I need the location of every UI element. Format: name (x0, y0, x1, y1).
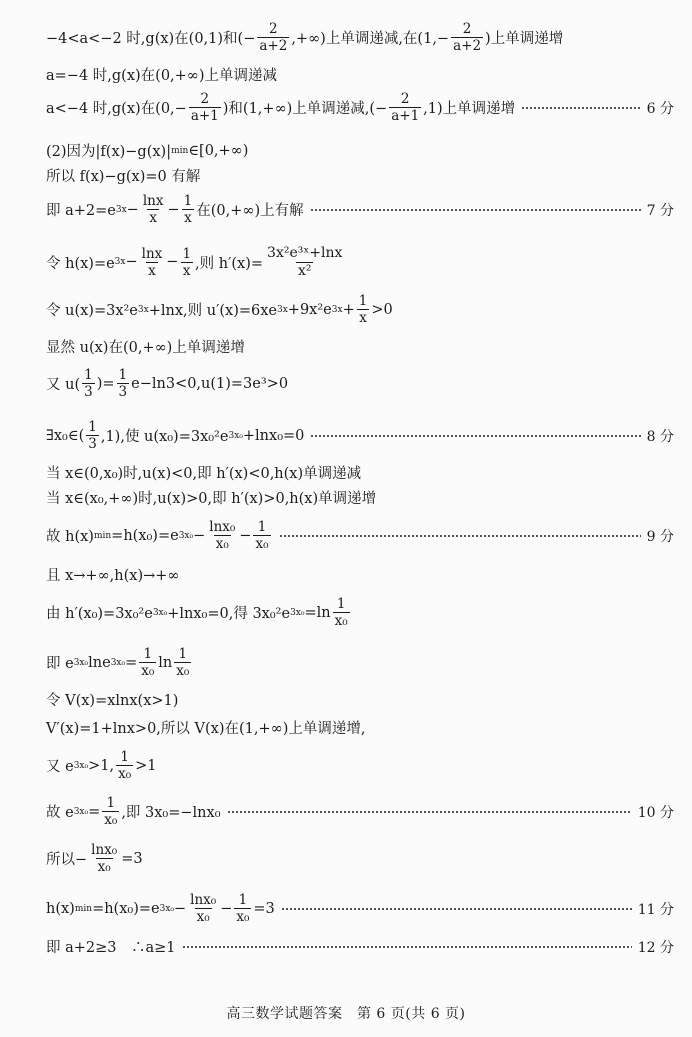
fraction (86, 420, 99, 451)
solution-line-21 (46, 796, 674, 827)
text: 由 h′(x₀)=3x₀²e (46, 606, 153, 623)
fraction (389, 92, 421, 123)
fraction (357, 294, 370, 325)
text: =ln (304, 604, 331, 621)
numerator: 1 (358, 293, 368, 309)
denominator: x₀ (196, 909, 210, 926)
text: =h(x₀)=e (92, 900, 160, 917)
text: + (342, 301, 355, 318)
text: = (125, 654, 138, 671)
fraction (139, 647, 156, 678)
text: h(x) (46, 900, 75, 917)
text: =3 (121, 850, 143, 867)
text: 当 x∈(x₀,+∞)时,u(x)>0,即 h′(x)>0,h(x)单调递增 (46, 491, 377, 507)
text: >0 (371, 301, 393, 318)
denominator: a+1 (391, 108, 420, 125)
score-label: 8 分 (646, 428, 674, 445)
solution-line-4 (46, 140, 674, 161)
solution-line-17 (46, 647, 674, 678)
text: − (167, 201, 180, 218)
denominator: x₀ (215, 536, 229, 553)
denominator: x (182, 262, 191, 279)
fraction (265, 246, 344, 278)
text: 即 a+2≥3 ∴a≥1 (46, 940, 176, 956)
fraction (207, 520, 237, 551)
fraction (82, 368, 95, 399)
numerator: 2 (269, 21, 278, 37)
text: ,1),使 u(x₀)=3x₀²e (100, 429, 229, 446)
solution-line-7 (46, 246, 674, 278)
fraction (257, 22, 289, 53)
text: >1 (135, 757, 157, 774)
fraction (234, 893, 251, 924)
score-label: 9 分 (646, 528, 674, 545)
text: +9x²e (287, 301, 332, 318)
denominator: a+1 (190, 108, 219, 125)
numerator: 2 (200, 91, 210, 107)
text: − (220, 900, 233, 917)
text: =3 (253, 900, 275, 917)
solution-line-9 (46, 336, 674, 357)
superscript: 3x (331, 304, 343, 315)
text: 当 x∈(0,x₀)时,u(x)<0,即 h′(x)<0,h(x)单调递减 (46, 466, 362, 482)
text: 且 x→+∞,h(x)→+∞ (46, 568, 180, 584)
numerator: 1 (120, 749, 129, 765)
numerator: 1 (118, 367, 128, 383)
text: 显然 u(x)在(0,+∞)上单调递增 (46, 340, 245, 356)
text: 故 h(x) (46, 529, 94, 546)
superscript: 3x (137, 304, 149, 315)
solution-line-24 (46, 936, 674, 957)
denominator: x (148, 262, 156, 279)
superscript: 3x₀ (159, 903, 175, 914)
text: ,1)上单调递增 (423, 101, 516, 118)
score-label: 11 分 (637, 901, 674, 918)
superscript: 3x (276, 304, 288, 315)
score-label: 7 分 (646, 202, 674, 219)
text: − (166, 254, 179, 271)
solution-line-12 (46, 462, 674, 483)
superscript: 3x (115, 204, 127, 215)
fraction (141, 194, 166, 225)
leader-dots (182, 946, 632, 948)
solution-line-22 (46, 843, 674, 874)
text: )上单调递增 (485, 31, 564, 48)
denominator: a+2 (259, 38, 288, 55)
denominator: x (359, 310, 367, 327)
text: a<−4 时,g(x)在(0,− (46, 101, 187, 118)
solution-line-13 (46, 487, 674, 508)
numerator: 1 (143, 646, 153, 662)
superscript: 3x₀ (73, 760, 89, 771)
superscript: 3x₀ (110, 657, 126, 668)
text: +lnx,则 u′(x)=6xe (148, 303, 277, 320)
fraction (116, 750, 133, 781)
leader-dots (281, 908, 632, 910)
text: ,+∞)上单调递减,在(1,− (291, 31, 450, 48)
fraction (102, 796, 119, 827)
text: 所以 f(x)−g(x)=0 有解 (46, 169, 201, 185)
leader-dots (521, 107, 640, 109)
denominator: x₀ (141, 663, 155, 680)
text: (2)因为|f(x)−g(x)| (46, 144, 172, 160)
text: a=−4 时,g(x)在(0,+∞)上单调递减 (46, 68, 278, 84)
denominator: x₀ (236, 909, 250, 926)
fraction (89, 843, 119, 874)
fraction (451, 22, 483, 53)
text: −4<a<−2 时,g(x)在(0,1)和(− (46, 31, 256, 48)
fraction (180, 247, 193, 278)
solution-line-14 (46, 520, 674, 551)
text: 令 h(x)=e (46, 255, 115, 272)
superscript: 3x₀ (290, 607, 305, 618)
numerator: lnx₀ (190, 892, 217, 908)
numerator: 3x²e³ˣ+lnx (267, 245, 343, 261)
numerator: 1 (178, 646, 188, 662)
fraction (333, 597, 350, 628)
text: 所以− (46, 852, 88, 869)
numerator: lnx (142, 193, 164, 209)
text: )= (96, 375, 115, 392)
solution-line-10 (46, 368, 674, 399)
text: − (174, 900, 187, 917)
text: 在(0,+∞)上有解 (196, 203, 304, 220)
text: ln (158, 654, 173, 671)
numerator: 1 (336, 596, 346, 612)
denominator: x₀ (334, 613, 348, 630)
denominator: x (149, 210, 157, 227)
leader-dots (310, 209, 641, 211)
numerator: 1 (88, 419, 97, 435)
solution-line-2 (46, 64, 674, 85)
denominator: x₀ (97, 859, 111, 876)
numerator: 2 (400, 91, 410, 107)
denominator: a+2 (453, 38, 482, 55)
text: 即 a+2=e (46, 203, 116, 220)
text: 故 e (46, 805, 74, 822)
text: =h(x₀)=e (111, 527, 179, 544)
denominator: 3 (118, 384, 128, 401)
subscript: min (74, 903, 93, 914)
text: − (239, 527, 252, 544)
text: ,则 h′(x)= (195, 255, 264, 272)
denominator: x₀ (255, 536, 269, 553)
numerator: 1 (106, 795, 116, 811)
solution-line-15 (46, 564, 674, 585)
leader-dots (227, 811, 632, 813)
text: +lnx₀=0,得 3x₀²e (167, 606, 291, 623)
text: V′(x)=1+lnx>0,所以 V(x)在(1,+∞)上单调递增, (46, 721, 366, 737)
denominator: 3 (84, 384, 93, 401)
score-label: 6 分 (646, 100, 674, 117)
text: − (126, 201, 139, 218)
fraction (174, 647, 191, 678)
subscript: min (171, 145, 189, 156)
text: ∃x₀∈( (46, 427, 85, 444)
solution-line-6 (46, 194, 674, 225)
text: >1, (88, 757, 115, 774)
solution-line-18 (46, 689, 674, 710)
superscript: 3x₀ (73, 657, 89, 668)
numerator: 1 (182, 245, 192, 262)
superscript: 3x₀ (73, 806, 89, 817)
text: 又 u( (46, 377, 81, 394)
numerator: lnx (141, 245, 163, 262)
numerator: 1 (257, 519, 267, 535)
score-label: 10 分 (637, 804, 674, 821)
superscript: 3x₀ (178, 530, 194, 541)
solution-line-11 (46, 420, 674, 451)
text: 令 u(x)=3x²e (46, 303, 138, 320)
superscript: 3x₀ (152, 607, 168, 618)
solution-line-5 (46, 165, 674, 186)
solution-line-8 (46, 294, 674, 325)
solution-line-19 (46, 717, 674, 738)
text: 令 V(x)=xlnx(x>1) (46, 693, 179, 709)
score-label: 12 分 (637, 939, 674, 956)
solution-line-3 (46, 92, 674, 123)
fraction (140, 247, 165, 278)
numerator: 1 (238, 892, 248, 908)
text: 即 e (46, 656, 74, 673)
denominator: x₀ (104, 812, 118, 829)
solution-line-16 (46, 597, 674, 628)
text: lne (88, 654, 111, 671)
numerator: lnx₀ (209, 519, 236, 535)
fraction (182, 194, 195, 225)
fraction (117, 368, 130, 399)
denominator: x₀ (176, 663, 190, 680)
text: − (125, 254, 138, 271)
text: 又 e (46, 759, 74, 776)
solution-line-1 (46, 22, 674, 53)
superscript: 3x (114, 257, 126, 268)
subscript: min (93, 530, 112, 541)
text: e−ln3<0,u(1)=3e³>0 (131, 375, 289, 392)
text: ,即 3x₀=−lnx₀ (121, 805, 221, 822)
leader-dots (279, 535, 641, 537)
denominator: x₀ (118, 766, 132, 783)
numerator: 2 (462, 21, 472, 37)
text: = (88, 803, 101, 820)
fraction (253, 520, 270, 551)
page-footer: 高三数学试题答案 第 6 页(共 6 页) (226, 1006, 466, 1022)
denominator: x (184, 210, 192, 227)
text: − (193, 527, 206, 544)
text: ∈[0,+∞) (188, 142, 249, 159)
leader-dots (310, 435, 640, 437)
text: +lnx₀=0 (242, 427, 305, 444)
solution-line-20 (46, 750, 674, 781)
superscript: 3x₀ (228, 430, 243, 441)
denominator: 3 (88, 436, 97, 453)
denominator: x² (297, 262, 312, 279)
numerator: lnx₀ (91, 842, 118, 858)
fraction (189, 92, 221, 123)
numerator: 1 (183, 193, 193, 209)
solution-line-23 (46, 893, 674, 924)
fraction (188, 893, 218, 924)
numerator: 1 (84, 367, 93, 383)
text: )和(1,+∞)上单调递减,(− (222, 101, 388, 118)
